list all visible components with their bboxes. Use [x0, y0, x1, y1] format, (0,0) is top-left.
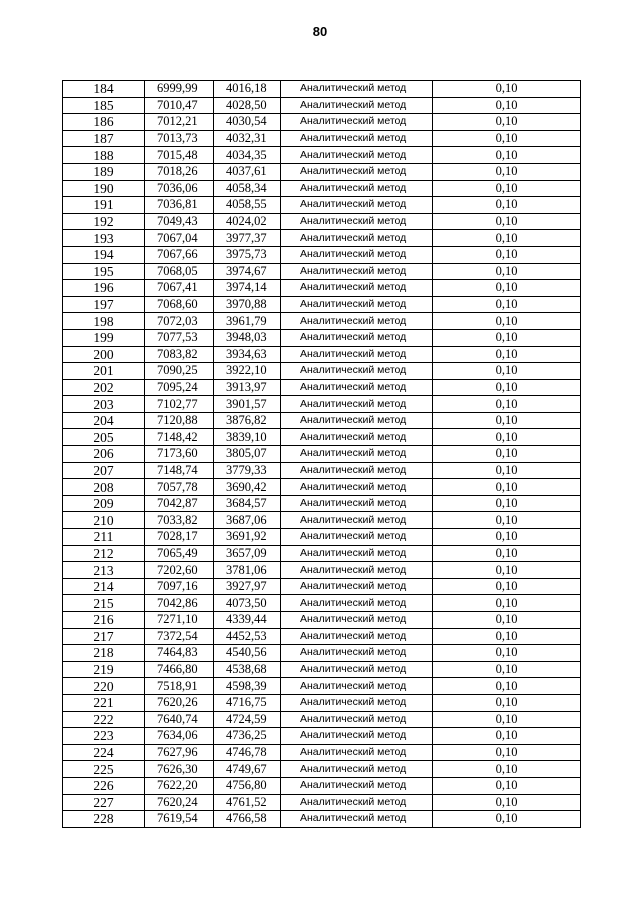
- method-cell: Аналитический метод: [281, 147, 433, 164]
- table-row: [63, 777, 581, 794]
- method-cell: Аналитический метод: [281, 429, 433, 446]
- method-cell: Аналитический метод: [281, 329, 433, 346]
- accuracy-cell: 0,10: [433, 529, 581, 546]
- table-row: [63, 429, 581, 446]
- x-coordinate-cell: 7640,74: [145, 711, 214, 728]
- x-coordinate-cell: 7010,47: [145, 97, 214, 114]
- y-coordinate-cell: 4756,80: [214, 777, 281, 794]
- y-coordinate-cell: 3970,88: [214, 296, 281, 313]
- point-number-cell: 210: [63, 512, 145, 529]
- y-coordinate-cell: 4037,61: [214, 163, 281, 180]
- method-cell: Аналитический метод: [281, 230, 433, 247]
- table-row: [63, 645, 581, 662]
- point-number-cell: 190: [63, 180, 145, 197]
- x-coordinate-cell: 7148,42: [145, 429, 214, 446]
- y-coordinate-cell: 3974,14: [214, 280, 281, 297]
- accuracy-cell: 0,10: [433, 296, 581, 313]
- point-number-cell: 188: [63, 147, 145, 164]
- point-number-cell: 196: [63, 280, 145, 297]
- method-cell: Аналитический метод: [281, 412, 433, 429]
- x-coordinate-cell: 7036,06: [145, 180, 214, 197]
- accuracy-cell: 0,10: [433, 811, 581, 828]
- table-row: [63, 761, 581, 778]
- method-cell: Аналитический метод: [281, 562, 433, 579]
- method-cell: Аналитический метод: [281, 661, 433, 678]
- x-coordinate-cell: 7372,54: [145, 628, 214, 645]
- accuracy-cell: 0,10: [433, 429, 581, 446]
- point-number-cell: 187: [63, 130, 145, 147]
- y-coordinate-cell: 3781,06: [214, 562, 281, 579]
- accuracy-cell: 0,10: [433, 728, 581, 745]
- x-coordinate-cell: 7173,60: [145, 446, 214, 463]
- table-row: [63, 744, 581, 761]
- y-coordinate-cell: 3839,10: [214, 429, 281, 446]
- accuracy-cell: 0,10: [433, 379, 581, 396]
- point-number-cell: 225: [63, 761, 145, 778]
- point-number-cell: 186: [63, 114, 145, 131]
- x-coordinate-cell: 7067,66: [145, 246, 214, 263]
- accuracy-cell: 0,10: [433, 612, 581, 629]
- accuracy-cell: 0,10: [433, 97, 581, 114]
- y-coordinate-cell: 3684,57: [214, 495, 281, 512]
- accuracy-cell: 0,10: [433, 114, 581, 131]
- point-number-cell: 219: [63, 661, 145, 678]
- point-number-cell: 220: [63, 678, 145, 695]
- table-row: [63, 197, 581, 214]
- table-row: [63, 246, 581, 263]
- method-cell: Аналитический метод: [281, 446, 433, 463]
- table-row: [63, 313, 581, 330]
- y-coordinate-cell: 3657,09: [214, 545, 281, 562]
- method-cell: Аналитический метод: [281, 313, 433, 330]
- table-row: [63, 280, 581, 297]
- table-row: [63, 529, 581, 546]
- table-row: [63, 97, 581, 114]
- x-coordinate-cell: 7042,87: [145, 495, 214, 512]
- y-coordinate-cell: 3961,79: [214, 313, 281, 330]
- table-row: [63, 147, 581, 164]
- y-coordinate-cell: 4032,31: [214, 130, 281, 147]
- accuracy-cell: 0,10: [433, 213, 581, 230]
- point-number-cell: 222: [63, 711, 145, 728]
- accuracy-cell: 0,10: [433, 163, 581, 180]
- method-cell: Аналитический метод: [281, 711, 433, 728]
- point-number-cell: 221: [63, 694, 145, 711]
- method-cell: Аналитический метод: [281, 595, 433, 612]
- method-cell: Аналитический метод: [281, 811, 433, 828]
- point-number-cell: 216: [63, 612, 145, 629]
- accuracy-cell: 0,10: [433, 180, 581, 197]
- y-coordinate-cell: 4058,34: [214, 180, 281, 197]
- point-number-cell: 208: [63, 479, 145, 496]
- point-number-cell: 195: [63, 263, 145, 280]
- method-cell: Аналитический метод: [281, 163, 433, 180]
- point-number-cell: 201: [63, 363, 145, 380]
- method-cell: Аналитический метод: [281, 545, 433, 562]
- table-row: [63, 794, 581, 811]
- accuracy-cell: 0,10: [433, 578, 581, 595]
- x-coordinate-cell: 7057,78: [145, 479, 214, 496]
- table-row: [63, 263, 581, 280]
- x-coordinate-cell: 7067,41: [145, 280, 214, 297]
- y-coordinate-cell: 3948,03: [214, 329, 281, 346]
- point-number-cell: 202: [63, 379, 145, 396]
- table-row: [63, 545, 581, 562]
- y-coordinate-cell: 4736,25: [214, 728, 281, 745]
- accuracy-cell: 0,10: [433, 744, 581, 761]
- point-number-cell: 214: [63, 578, 145, 595]
- accuracy-cell: 0,10: [433, 329, 581, 346]
- accuracy-cell: 0,10: [433, 479, 581, 496]
- x-coordinate-cell: 7097,16: [145, 578, 214, 595]
- accuracy-cell: 0,10: [433, 645, 581, 662]
- x-coordinate-cell: 7120,88: [145, 412, 214, 429]
- point-number-cell: 213: [63, 562, 145, 579]
- y-coordinate-cell: 3805,07: [214, 446, 281, 463]
- y-coordinate-cell: 4028,50: [214, 97, 281, 114]
- point-number-cell: 223: [63, 728, 145, 745]
- point-number-cell: 205: [63, 429, 145, 446]
- x-coordinate-cell: 7013,73: [145, 130, 214, 147]
- point-number-cell: 192: [63, 213, 145, 230]
- x-coordinate-cell: 7033,82: [145, 512, 214, 529]
- point-number-cell: 197: [63, 296, 145, 313]
- y-coordinate-cell: 3934,63: [214, 346, 281, 363]
- x-coordinate-cell: 7036,81: [145, 197, 214, 214]
- x-coordinate-cell: 7042,86: [145, 595, 214, 612]
- accuracy-cell: 0,10: [433, 794, 581, 811]
- method-cell: Аналитический метод: [281, 728, 433, 745]
- accuracy-cell: 0,10: [433, 661, 581, 678]
- x-coordinate-cell: 7202,60: [145, 562, 214, 579]
- point-number-cell: 184: [63, 81, 145, 98]
- point-number-cell: 224: [63, 744, 145, 761]
- accuracy-cell: 0,10: [433, 446, 581, 463]
- table-row: [63, 694, 581, 711]
- method-cell: Аналитический метод: [281, 529, 433, 546]
- coordinates-table-body: [63, 81, 581, 828]
- table-row: [63, 329, 581, 346]
- y-coordinate-cell: 4749,67: [214, 761, 281, 778]
- accuracy-cell: 0,10: [433, 678, 581, 695]
- point-number-cell: 226: [63, 777, 145, 794]
- point-number-cell: 185: [63, 97, 145, 114]
- accuracy-cell: 0,10: [433, 263, 581, 280]
- y-coordinate-cell: 3901,57: [214, 396, 281, 413]
- y-coordinate-cell: 4073,50: [214, 595, 281, 612]
- accuracy-cell: 0,10: [433, 130, 581, 147]
- table-row: [63, 479, 581, 496]
- table-row: [63, 396, 581, 413]
- x-coordinate-cell: 7077,53: [145, 329, 214, 346]
- table-row: [63, 661, 581, 678]
- x-coordinate-cell: 7015,48: [145, 147, 214, 164]
- table-row: [63, 578, 581, 595]
- y-coordinate-cell: 3779,33: [214, 462, 281, 479]
- table-row: [63, 296, 581, 313]
- table-row: [63, 130, 581, 147]
- point-number-cell: 215: [63, 595, 145, 612]
- x-coordinate-cell: 7627,96: [145, 744, 214, 761]
- point-number-cell: 209: [63, 495, 145, 512]
- accuracy-cell: 0,10: [433, 412, 581, 429]
- method-cell: Аналитический метод: [281, 379, 433, 396]
- table-row: [63, 446, 581, 463]
- method-cell: Аналитический метод: [281, 280, 433, 297]
- method-cell: Аналитический метод: [281, 645, 433, 662]
- point-number-cell: 218: [63, 645, 145, 662]
- y-coordinate-cell: 4058,55: [214, 197, 281, 214]
- method-cell: Аналитический метод: [281, 114, 433, 131]
- method-cell: Аналитический метод: [281, 761, 433, 778]
- x-coordinate-cell: 7271,10: [145, 612, 214, 629]
- table-row: [63, 512, 581, 529]
- point-number-cell: 189: [63, 163, 145, 180]
- table-row: [63, 379, 581, 396]
- x-coordinate-cell: 7634,06: [145, 728, 214, 745]
- x-coordinate-cell: 7464,83: [145, 645, 214, 662]
- method-cell: Аналитический метод: [281, 578, 433, 595]
- accuracy-cell: 0,10: [433, 562, 581, 579]
- table-row: [63, 363, 581, 380]
- method-cell: Аналитический метод: [281, 396, 433, 413]
- x-coordinate-cell: 7067,04: [145, 230, 214, 247]
- page-number: 80: [312, 24, 328, 39]
- x-coordinate-cell: 7068,05: [145, 263, 214, 280]
- method-cell: Аналитический метод: [281, 694, 433, 711]
- y-coordinate-cell: 4452,53: [214, 628, 281, 645]
- accuracy-cell: 0,10: [433, 313, 581, 330]
- y-coordinate-cell: 3690,42: [214, 479, 281, 496]
- accuracy-cell: 0,10: [433, 230, 581, 247]
- y-coordinate-cell: 4746,78: [214, 744, 281, 761]
- table-row: [63, 180, 581, 197]
- y-coordinate-cell: 3687,06: [214, 512, 281, 529]
- x-coordinate-cell: 7083,82: [145, 346, 214, 363]
- x-coordinate-cell: 7518,91: [145, 678, 214, 695]
- point-number-cell: 217: [63, 628, 145, 645]
- y-coordinate-cell: 3691,92: [214, 529, 281, 546]
- table-row: [63, 628, 581, 645]
- coordinates-table: [62, 80, 581, 828]
- x-coordinate-cell: 7090,25: [145, 363, 214, 380]
- point-number-cell: 200: [63, 346, 145, 363]
- x-coordinate-cell: 7068,60: [145, 296, 214, 313]
- table-row: [63, 412, 581, 429]
- method-cell: Аналитический метод: [281, 130, 433, 147]
- x-coordinate-cell: 7620,24: [145, 794, 214, 811]
- table-row: [63, 728, 581, 745]
- table-row: [63, 811, 581, 828]
- y-coordinate-cell: 4538,68: [214, 661, 281, 678]
- table-row: [63, 711, 581, 728]
- y-coordinate-cell: 3977,37: [214, 230, 281, 247]
- table-row: [63, 612, 581, 629]
- table-row: [63, 678, 581, 695]
- x-coordinate-cell: 7012,21: [145, 114, 214, 131]
- accuracy-cell: 0,10: [433, 396, 581, 413]
- table-row: [63, 230, 581, 247]
- accuracy-cell: 0,10: [433, 495, 581, 512]
- method-cell: Аналитический метод: [281, 180, 433, 197]
- y-coordinate-cell: 4761,52: [214, 794, 281, 811]
- accuracy-cell: 0,10: [433, 197, 581, 214]
- method-cell: Аналитический метод: [281, 794, 433, 811]
- accuracy-cell: 0,10: [433, 147, 581, 164]
- y-coordinate-cell: 3975,73: [214, 246, 281, 263]
- y-coordinate-cell: 4540,56: [214, 645, 281, 662]
- table-row: [63, 595, 581, 612]
- y-coordinate-cell: 4716,75: [214, 694, 281, 711]
- accuracy-cell: 0,10: [433, 246, 581, 263]
- point-number-cell: 199: [63, 329, 145, 346]
- accuracy-cell: 0,10: [433, 545, 581, 562]
- accuracy-cell: 0,10: [433, 595, 581, 612]
- method-cell: Аналитический метод: [281, 213, 433, 230]
- accuracy-cell: 0,10: [433, 777, 581, 794]
- y-coordinate-cell: 4766,58: [214, 811, 281, 828]
- x-coordinate-cell: 7049,43: [145, 213, 214, 230]
- x-coordinate-cell: 7065,49: [145, 545, 214, 562]
- accuracy-cell: 0,10: [433, 761, 581, 778]
- method-cell: Аналитический метод: [281, 363, 433, 380]
- accuracy-cell: 0,10: [433, 346, 581, 363]
- method-cell: Аналитический метод: [281, 777, 433, 794]
- x-coordinate-cell: 7622,20: [145, 777, 214, 794]
- x-coordinate-cell: 7018,26: [145, 163, 214, 180]
- y-coordinate-cell: 4034,35: [214, 147, 281, 164]
- accuracy-cell: 0,10: [433, 711, 581, 728]
- x-coordinate-cell: 7620,26: [145, 694, 214, 711]
- table-row: [63, 81, 581, 98]
- method-cell: Аналитический метод: [281, 263, 433, 280]
- point-number-cell: 193: [63, 230, 145, 247]
- y-coordinate-cell: 4724,59: [214, 711, 281, 728]
- x-coordinate-cell: 7619,54: [145, 811, 214, 828]
- method-cell: Аналитический метод: [281, 97, 433, 114]
- method-cell: Аналитический метод: [281, 512, 433, 529]
- y-coordinate-cell: 3913,97: [214, 379, 281, 396]
- method-cell: Аналитический метод: [281, 678, 433, 695]
- accuracy-cell: 0,10: [433, 512, 581, 529]
- accuracy-cell: 0,10: [433, 694, 581, 711]
- y-coordinate-cell: 3876,82: [214, 412, 281, 429]
- method-cell: Аналитический метод: [281, 628, 433, 645]
- y-coordinate-cell: 4598,39: [214, 678, 281, 695]
- table-row: [63, 562, 581, 579]
- method-cell: Аналитический метод: [281, 495, 433, 512]
- x-coordinate-cell: 7102,77: [145, 396, 214, 413]
- method-cell: Аналитический метод: [281, 296, 433, 313]
- table-row: [63, 346, 581, 363]
- accuracy-cell: 0,10: [433, 280, 581, 297]
- y-coordinate-cell: 4016,18: [214, 81, 281, 98]
- x-coordinate-cell: 6999,99: [145, 81, 214, 98]
- x-coordinate-cell: 7466,80: [145, 661, 214, 678]
- y-coordinate-cell: 4339,44: [214, 612, 281, 629]
- x-coordinate-cell: 7626,30: [145, 761, 214, 778]
- table-row: [63, 462, 581, 479]
- point-number-cell: 191: [63, 197, 145, 214]
- point-number-cell: 228: [63, 811, 145, 828]
- point-number-cell: 204: [63, 412, 145, 429]
- x-coordinate-cell: 7148,74: [145, 462, 214, 479]
- method-cell: Аналитический метод: [281, 744, 433, 761]
- accuracy-cell: 0,10: [433, 462, 581, 479]
- table-row: [63, 163, 581, 180]
- table-row: [63, 114, 581, 131]
- point-number-cell: 207: [63, 462, 145, 479]
- method-cell: Аналитический метод: [281, 479, 433, 496]
- y-coordinate-cell: 4030,54: [214, 114, 281, 131]
- y-coordinate-cell: 3974,67: [214, 263, 281, 280]
- method-cell: Аналитический метод: [281, 462, 433, 479]
- point-number-cell: 194: [63, 246, 145, 263]
- point-number-cell: 206: [63, 446, 145, 463]
- method-cell: Аналитический метод: [281, 81, 433, 98]
- method-cell: Аналитический метод: [281, 612, 433, 629]
- table-row: [63, 213, 581, 230]
- point-number-cell: 212: [63, 545, 145, 562]
- point-number-cell: 211: [63, 529, 145, 546]
- y-coordinate-cell: 4024,02: [214, 213, 281, 230]
- table-row: [63, 495, 581, 512]
- point-number-cell: 198: [63, 313, 145, 330]
- method-cell: Аналитический метод: [281, 346, 433, 363]
- y-coordinate-cell: 3927,97: [214, 578, 281, 595]
- x-coordinate-cell: 7072,03: [145, 313, 214, 330]
- x-coordinate-cell: 7095,24: [145, 379, 214, 396]
- method-cell: Аналитический метод: [281, 197, 433, 214]
- accuracy-cell: 0,10: [433, 81, 581, 98]
- point-number-cell: 227: [63, 794, 145, 811]
- accuracy-cell: 0,10: [433, 363, 581, 380]
- x-coordinate-cell: 7028,17: [145, 529, 214, 546]
- method-cell: Аналитический метод: [281, 246, 433, 263]
- point-number-cell: 203: [63, 396, 145, 413]
- y-coordinate-cell: 3922,10: [214, 363, 281, 380]
- accuracy-cell: 0,10: [433, 628, 581, 645]
